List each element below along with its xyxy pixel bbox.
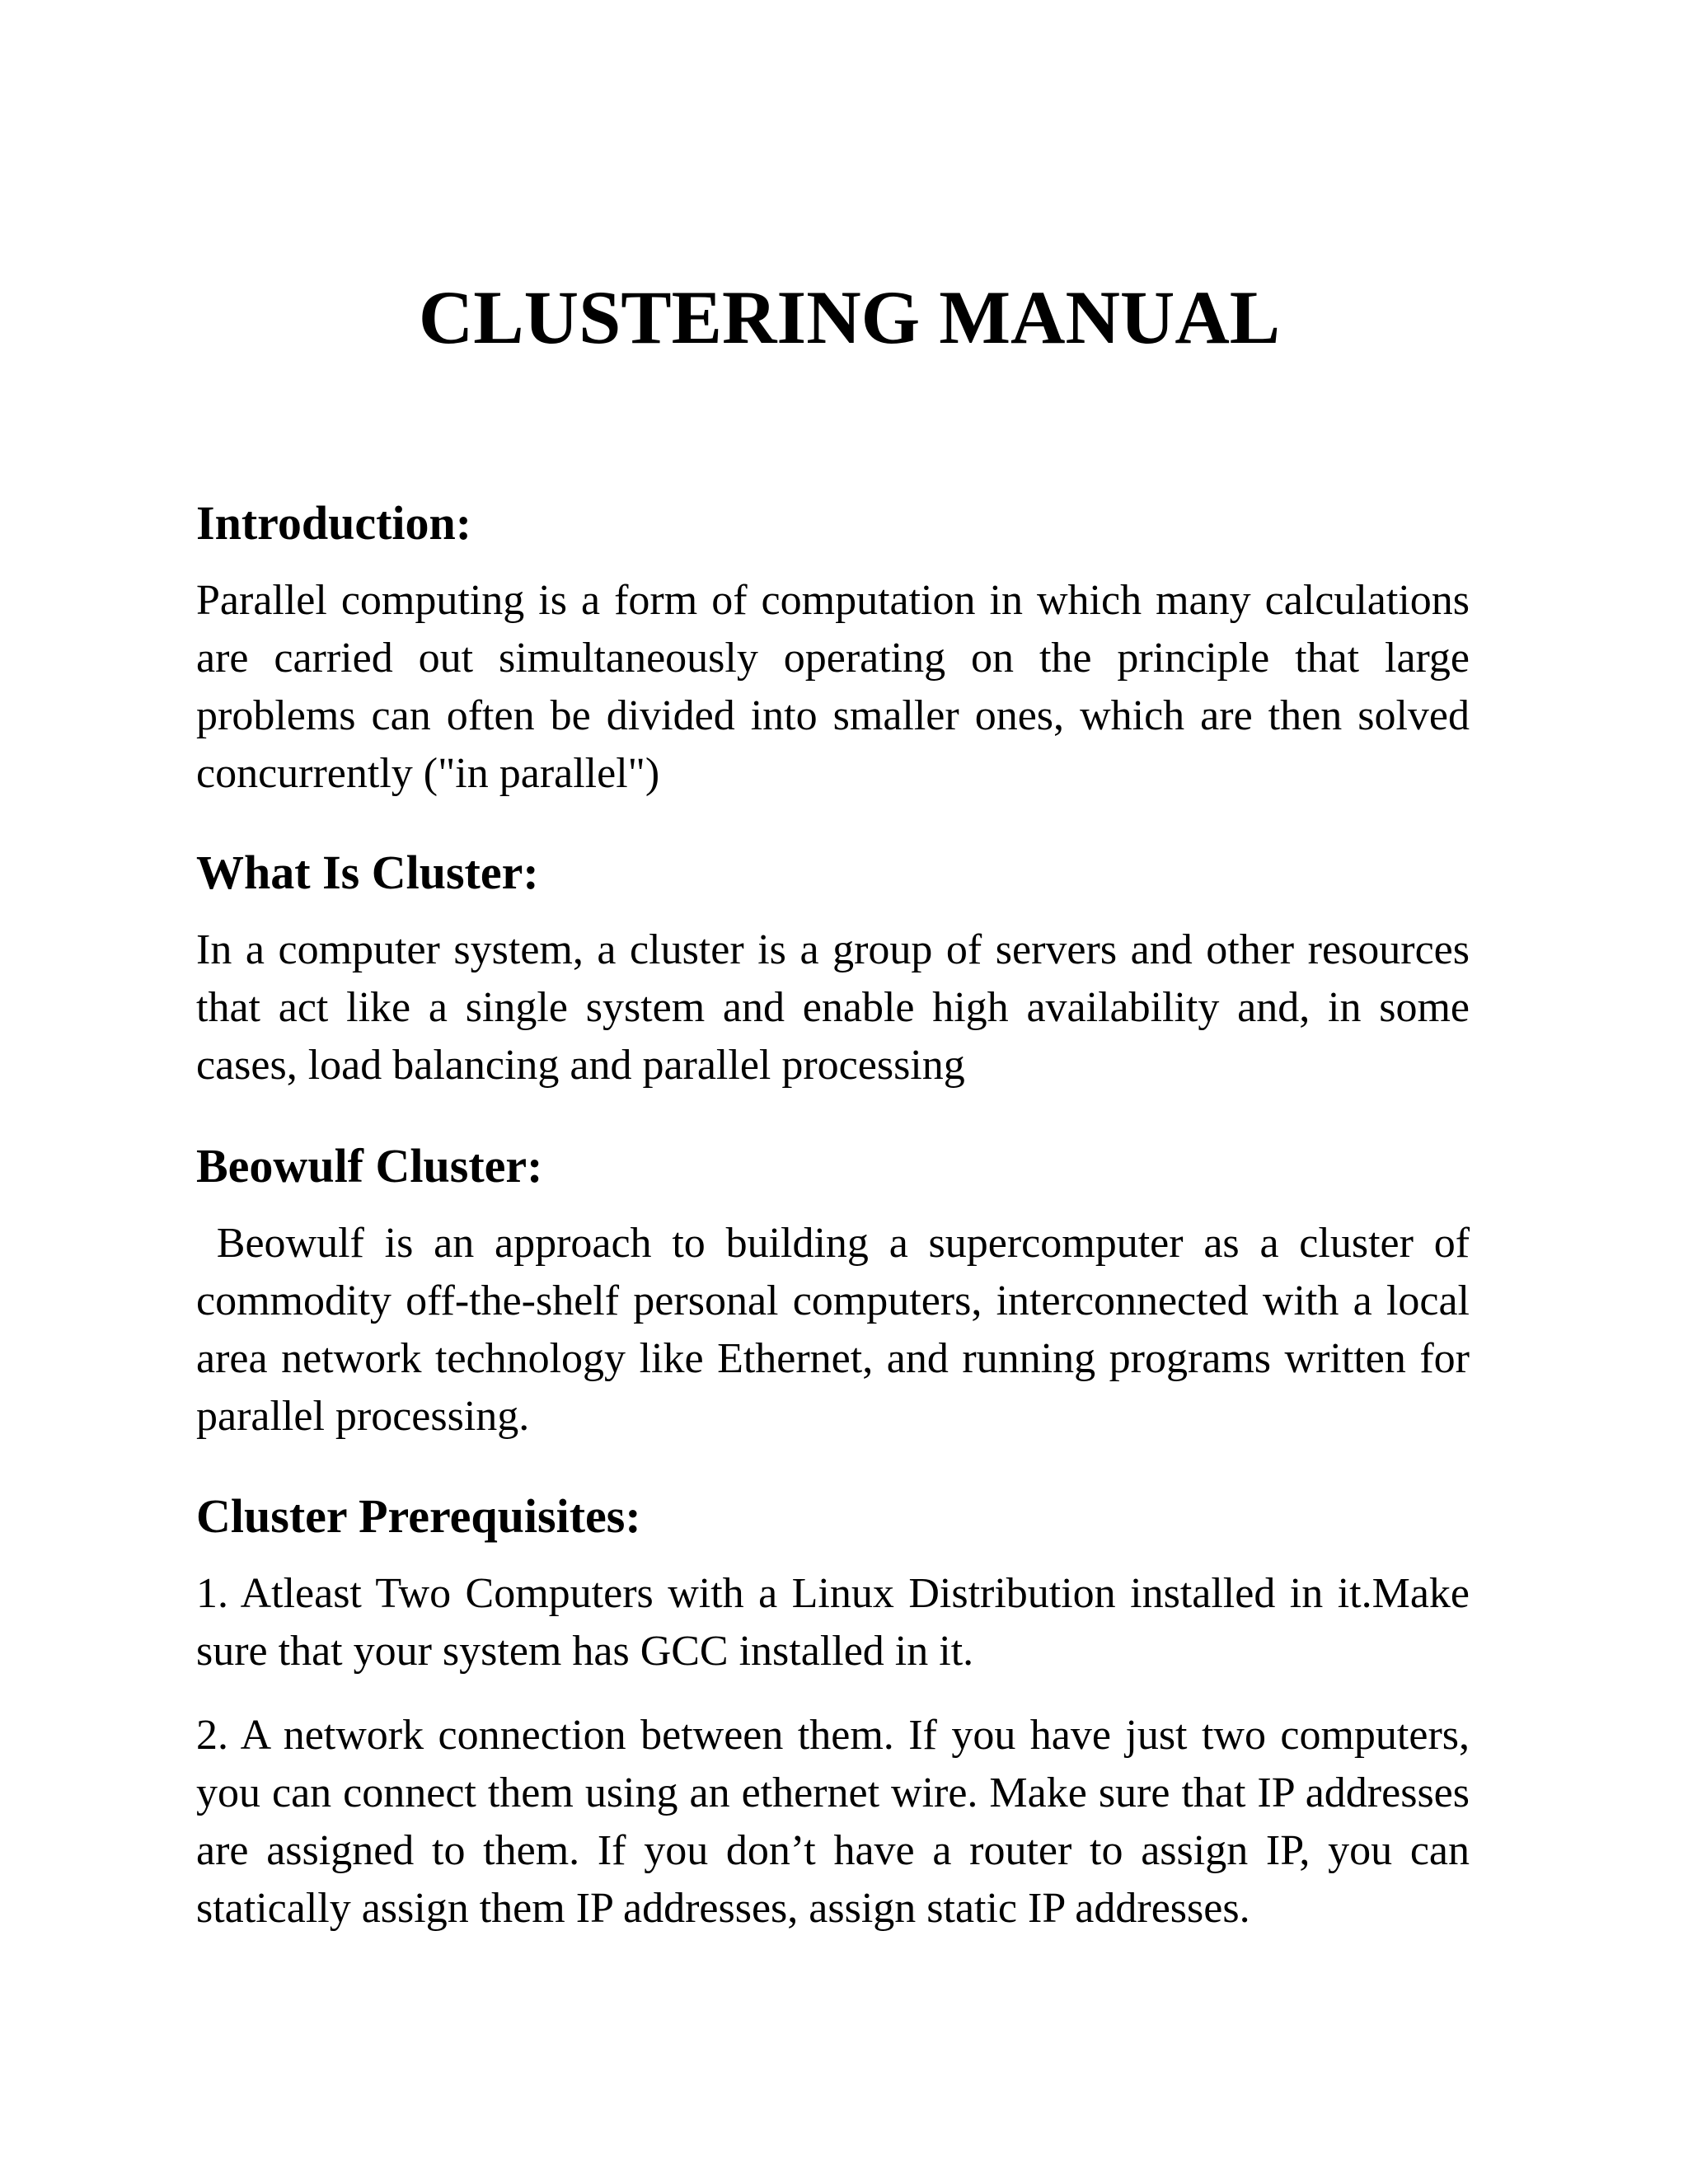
section-paragraph: Beowulf is an approach to building a supercomputer as a cluster of commodity off-the-shelf personal computers, interconnected with a local area network technology like Ethernet, and running programs written for parallel processing.: [196, 1219, 1481, 1440]
section-what-is-cluster: [196, 844, 1470, 1094]
list-item: 2. A network connection between them. If you have just two computers, you can connect them using an ethernet wire. Make sure that IP addresses are assigned to them. If you don’t have a router to assign IP, you can statically assign them IP addresses, assign static IP addresses.: [196, 1711, 1470, 1932]
section-heading: Beowulf Cluster:: [196, 1139, 543, 1193]
page-title: CLUSTERING MANUAL: [418, 275, 1281, 359]
list-item: 1. Atleast Two Computers with a Linux Distribution installed in it.Make sure that your system has GCC installed in it.: [196, 1569, 1470, 1675]
section-beowulf-cluster: [196, 1137, 1481, 1446]
section-heading: What Is Cluster:: [196, 846, 539, 899]
section-paragraph: Parallel computing is a form of computation in which many calculations are carried out simultaneously operating on the principle that large problems can often be divided into smaller ones, which are then solved concurrently ("in parallel"): [196, 576, 1470, 797]
section-paragraph: In a computer system, a cluster is a group of servers and other resources that act like a single system and enable high availability and, in some cases, load balancing and parallel processing: [196, 926, 1470, 1089]
section-heading: Cluster Prerequisites:: [196, 1489, 641, 1543]
section-heading: Introduction:: [196, 496, 472, 550]
section-introduction: [196, 494, 1470, 803]
section-cluster-prerequisites: [196, 1488, 1470, 1938]
